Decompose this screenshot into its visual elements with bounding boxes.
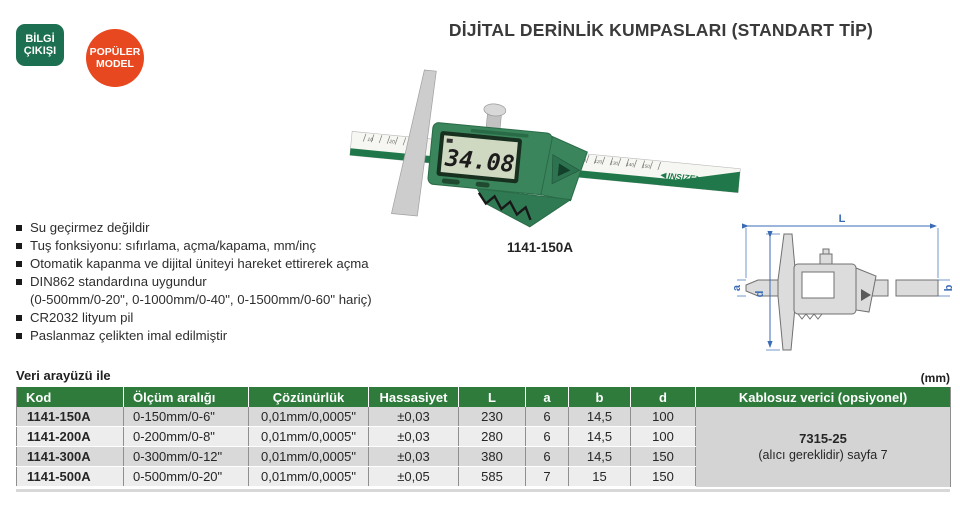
dim-label-b: b <box>943 284 955 292</box>
header-row <box>17 387 951 407</box>
cell: 230 <box>459 407 526 427</box>
cell: 150 <box>631 447 696 467</box>
cell: 14,5 <box>569 447 631 467</box>
col-header-cozunurluk: Çözünürlük <box>249 387 369 407</box>
cell: 6 <box>526 427 569 447</box>
dim-label-a: a <box>731 284 743 292</box>
cell: 0-200mm/0-8" <box>124 427 249 447</box>
feature-item <box>16 255 456 273</box>
cell: 6 <box>526 447 569 467</box>
tech-diagram <box>731 210 958 360</box>
dim-label-d: d <box>754 290 766 298</box>
cell-code: 1141-300A <box>17 447 124 467</box>
feature-item <box>16 273 456 291</box>
spec-table <box>16 387 951 487</box>
scale-number: 130 <box>610 160 619 166</box>
col-header-L: L <box>459 387 526 407</box>
col-header-kablosuz: Kablosuz verici (opsiyonel) <box>696 387 951 407</box>
cell: 0-150mm/0-6" <box>124 407 249 427</box>
badge-line: MODEL <box>96 58 134 70</box>
feature-item <box>16 219 456 237</box>
feature-text: Paslanmaz çelikten imal edilmiştir <box>30 328 228 343</box>
cell: 7 <box>526 467 569 487</box>
feature-list <box>16 219 456 345</box>
bullet-square-icon <box>16 315 22 321</box>
scale-number: 150 <box>641 163 651 170</box>
cell: 0,01mm/0,0005" <box>249 427 369 447</box>
dim-label-L: L <box>838 213 846 225</box>
cell: 100 <box>631 407 696 427</box>
col-header-b: b <box>569 387 631 407</box>
bullet-square-icon <box>16 261 22 267</box>
feature-text: Otomatik kapanma ve dijital üniteyi hareket ettirerek açma <box>30 256 369 271</box>
badge-line: POPÜLER <box>89 45 141 58</box>
bullet-square-icon <box>16 279 22 285</box>
scale-number: 20 <box>389 138 396 146</box>
cell: 150 <box>631 467 696 487</box>
brand-logo: INSIZE <box>667 170 696 184</box>
popular-model-badge <box>86 29 144 87</box>
cell: 280 <box>459 427 526 447</box>
feature-item <box>16 327 456 345</box>
feature-text: CR2032 lityum pil <box>30 310 134 325</box>
diagram-base <box>778 234 796 350</box>
next-row-peek <box>16 489 950 492</box>
cell: 14,5 <box>569 407 631 427</box>
badge-line: BİLGİ <box>25 32 55 45</box>
wireless-cell <box>696 407 951 487</box>
cell: 14,5 <box>569 427 631 447</box>
bullet-square-icon <box>16 243 22 249</box>
cell: ±0,03 <box>369 447 459 467</box>
unit-label: (mm) <box>920 371 950 385</box>
col-header-kod: Kod <box>17 387 124 407</box>
model-caption: 1141-150A <box>506 240 574 255</box>
cell: 100 <box>631 427 696 447</box>
section-label: Veri arayüzü ile <box>16 368 111 383</box>
feature-text: Su geçirmez değildir <box>30 220 150 235</box>
scale-number: 120 <box>594 158 603 165</box>
cell-code: 1141-500A <box>17 467 124 487</box>
page-title: DİJİTAL DERİNLİK KUMPASLARI (STANDART TİP) <box>448 20 874 40</box>
cell: 585 <box>459 467 526 487</box>
col-header-d: d <box>631 387 696 407</box>
feature-item <box>16 309 456 327</box>
feature-text: DIN862 standardına uygundur <box>30 274 207 289</box>
feature-text: Tuş fonksiyonu: sıfırlama, açma/kapama, mm/inç <box>30 238 317 253</box>
col-header-a: a <box>526 387 569 407</box>
feature-item <box>16 237 456 255</box>
wireless-note: (alıcı gereklidir) sayfa 7 <box>758 447 888 462</box>
cell: 0-500mm/0-20" <box>124 467 249 487</box>
cell: 0,01mm/0,0005" <box>249 467 369 487</box>
wireless-code: 7315-25 <box>799 430 847 446</box>
cell: 15 <box>569 467 631 487</box>
cell: 0,01mm/0,0005" <box>249 447 369 467</box>
cell: ±0,05 <box>369 467 459 487</box>
cell: ±0,03 <box>369 427 459 447</box>
cell: 380 <box>459 447 526 467</box>
col-header-hassasiyet: Hassasiyet <box>369 387 459 407</box>
cell: ±0,03 <box>369 407 459 427</box>
scale-number: 140 <box>626 161 635 168</box>
feature-note: (0-500mm/0-20", 0-1000mm/0-40", 0-1500mm/0-60" hariç) <box>30 292 372 307</box>
bullet-square-icon <box>16 333 22 339</box>
cell-code: 1141-200A <box>17 427 124 447</box>
cell: 0,01mm/0,0005" <box>249 407 369 427</box>
col-header-olcum: Ölçüm aralığı <box>124 387 249 407</box>
cell: 0-300mm/0-12" <box>124 447 249 467</box>
cell: 6 <box>526 407 569 427</box>
lcd-display-value: 34.08 <box>444 145 516 179</box>
cell-code: 1141-150A <box>17 407 124 427</box>
bullet-square-icon <box>16 225 22 231</box>
info-output-badge <box>16 24 64 66</box>
scale-number: 10 <box>367 136 374 144</box>
badge-line: ÇIKIŞI <box>23 45 57 57</box>
table-row <box>17 407 951 427</box>
